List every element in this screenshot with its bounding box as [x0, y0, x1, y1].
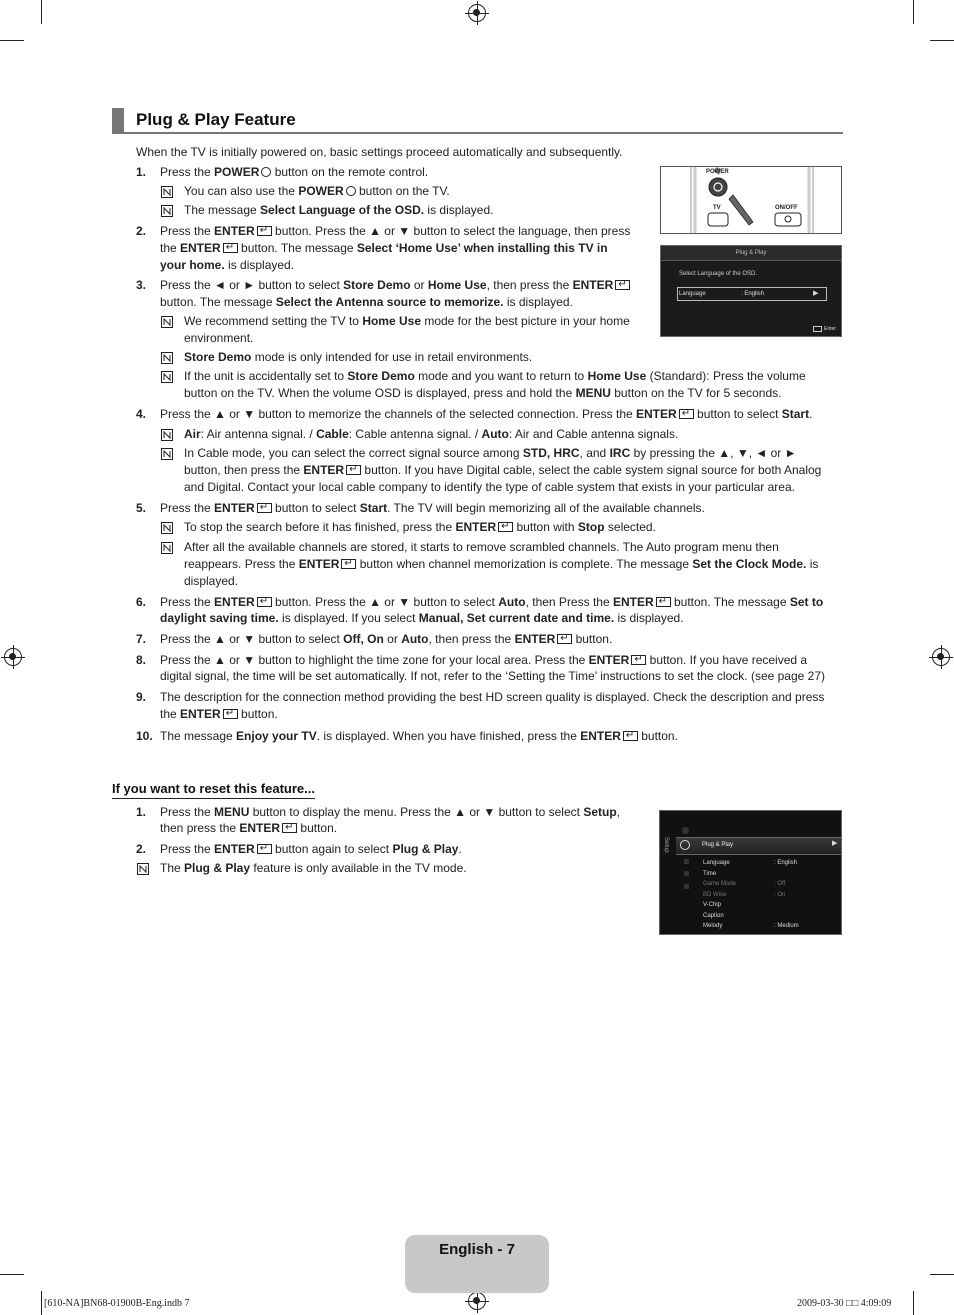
step-number: 9. — [136, 690, 147, 704]
note-4b-line2: button, then press the ENTER↵ button. If you have Digital cable, select the cable system signal source for both Analog — [184, 462, 821, 479]
step-number: 1. — [136, 805, 147, 819]
note-1a: You can also use the POWER button on the TV. — [184, 184, 450, 198]
page-title: Plug & Play Feature — [136, 110, 296, 129]
osd-setup-menu — [659, 810, 842, 935]
note-icon — [161, 316, 173, 328]
tv-label: TV — [713, 205, 721, 211]
step-4-line1: Press the ▲ or ▼ button to memorize the channels of the selected connection. Press the ENTER↵ button to select Start. — [160, 406, 812, 423]
enter-icon — [498, 522, 513, 532]
registration-mark-bottom — [468, 1292, 486, 1310]
step-6-line2: daylight saving time. is displayed. If you select Manual, Set current date and time. is displayed. — [160, 611, 684, 625]
power-icon — [261, 167, 271, 177]
menu-icon — [682, 827, 689, 834]
note-3c-line1: If the unit is accidentally set to Store Demo mode and you want to return to Home Use (Standard): Press the volume — [184, 369, 806, 383]
osd-row[interactable]: V-Chip — [703, 902, 722, 908]
enter-icon — [679, 409, 694, 419]
note-icon — [161, 186, 173, 198]
step-10-line1: The message Enjoy your TV. is displayed. When you have finished, press the ENTER↵ button. — [160, 728, 678, 745]
step-2-line3: your home. is displayed. — [160, 258, 295, 272]
note-4a: Air: Air antenna signal. / Cable: Cable antenna signal. / Auto: Air and Cable antenna signals. — [184, 427, 679, 441]
note-3c-line2: button on the TV. When the volume OSD is displayed, press and hold the MENU button on the TV for 5 seconds. — [184, 386, 782, 400]
osd-side-label: Setup — [663, 837, 669, 853]
step-3-line2: button. The message Select the Antenna source to memorize. is displayed. — [160, 295, 573, 309]
step-6-line1: Press the ENTER↵ button. Press the ▲ or ▼ button to select Auto, then Press the ENTER↵ button. The message Set to — [160, 594, 823, 611]
note-3a-line2: environment. — [184, 331, 254, 345]
note-4b-line3: and Digital. Contact your local cable company to identify the type of cable system that exists in your particular area. — [184, 480, 795, 494]
enter-icon — [257, 844, 272, 854]
reset-step-1-line2: then press the ENTER↵ button. — [160, 820, 337, 837]
enter-icon — [813, 326, 822, 332]
note-5a: To stop the search before it has finished, press the ENTER↵ button with Stop selected. — [184, 519, 656, 536]
step-number: 4. — [136, 407, 147, 421]
step-8-line2: digital signal, the time will be set automatically. If not, refer to the ‘Setting the Time’ instructions to set the clock. (see page 27) — [160, 669, 825, 683]
enter-icon — [656, 597, 671, 607]
note-icon — [161, 352, 173, 364]
page-number: English - 7 — [439, 1241, 515, 1258]
enter-icon — [257, 226, 272, 236]
note-icon — [161, 542, 173, 554]
enter-icon — [557, 634, 572, 644]
step-number: 8. — [136, 653, 147, 667]
section-marker — [112, 108, 124, 132]
osd-row[interactable]: Time — [703, 870, 717, 877]
onoff-label: ON/OFF — [775, 205, 798, 211]
power-label: POWER — [706, 169, 729, 175]
osd-title: Plug & Play — [735, 250, 767, 256]
enter-icon — [257, 503, 272, 513]
step-2-line1: Press the ENTER↵ button. Press the ▲ or ▼ button to select the language, then press — [160, 223, 630, 240]
registration-mark-top — [468, 4, 486, 22]
gear-icon — [680, 840, 690, 850]
step-number: 7. — [136, 632, 147, 646]
note-icon — [161, 448, 173, 460]
file-info: [610-NA]BN68-01900B-Eng.indb 7 — [44, 1298, 190, 1309]
intro-text: When the TV is initially powered on, basic settings proceed automatically and subsequently. — [136, 145, 623, 159]
remote-illustration — [660, 166, 842, 234]
step-number: 2. — [136, 842, 147, 856]
step-number: 6. — [136, 595, 147, 609]
enter-icon — [623, 731, 638, 741]
enter-icon — [282, 823, 297, 833]
step-9-line2: the ENTER↵ button. — [160, 706, 278, 723]
date-info: 2009-03-30 □□ 4:09:09 — [797, 1298, 892, 1309]
enter-icon — [615, 280, 630, 290]
osd-row[interactable]: Melody : Medium — [703, 923, 799, 929]
registration-mark-left — [4, 648, 22, 666]
step-number: 1. — [136, 165, 147, 179]
step-7-line1: Press the ▲ or ▼ button to select Off, On or Auto, then press the ENTER↵ button. — [160, 631, 612, 648]
osd-row[interactable]: Caption — [703, 912, 724, 919]
step-8-line1: Press the ▲ or ▼ button to highlight the time zone for your local area. Press the ENTER↵ button. If you have received a — [160, 652, 807, 669]
note-icon — [161, 429, 173, 441]
step-2-line2: the ENTER↵ button. The message Select ‘Home Use’ when installing this TV in — [160, 240, 608, 257]
menu-icon — [684, 871, 689, 876]
enter-icon — [223, 243, 238, 253]
step-number: 5. — [136, 501, 147, 515]
note-5b-line1: After all the available channels are stored, it starts to remove scrambled channels. The Auto program menu then — [184, 540, 779, 554]
osd-rows — [703, 859, 833, 933]
note-5b-line3: displayed. — [184, 574, 239, 588]
reset-step-1-line1: Press the MENU button to display the menu. Press the ▲ or ▼ button to select Setup, — [160, 805, 620, 819]
enter-icon — [257, 597, 272, 607]
note-5b-line2: reappears. Press the ENTER↵ button when channel memorization is complete. The message Set the Clock Mode. is — [184, 556, 818, 573]
note-3b: Store Demo mode is only intended for use in retail environments. — [184, 350, 533, 364]
note-icon — [161, 522, 173, 534]
menu-icon — [684, 884, 689, 889]
enter-icon — [631, 655, 646, 665]
enter-icon — [346, 465, 361, 475]
osd-language-screen — [660, 245, 842, 337]
enter-icon — [341, 559, 356, 569]
step-9-line1: The description for the connection method providing the best HD screen quality is displayed. Check the description and press — [160, 690, 825, 704]
arrow-right-icon: ▶ — [832, 840, 838, 847]
reset-step-2: Press the ENTER↵ button again to select Plug & Play. — [160, 841, 462, 858]
step-3-line1: Press the ◄ or ► button to select Store Demo or Home Use, then press the ENTER↵ — [160, 277, 630, 294]
note-icon — [161, 205, 173, 217]
step-5-line1: Press the ENTER↵ button to select Start. The TV will begin memorizing all of the available channels. — [160, 500, 705, 517]
note-icon — [137, 863, 149, 875]
osd-highlight-row[interactable] — [676, 837, 841, 855]
note-4b-line1: In Cable mode, you can select the correct signal source among STD, HRC, and IRC by pressing the ▲, ▼, ◄ or ► — [184, 446, 797, 460]
reset-heading: If you want to reset this feature... — [112, 780, 315, 799]
note-3a-line1: We recommend setting the TV to Home Use mode for the best picture in your home — [184, 314, 630, 328]
osd-row: BD Wise : On — [703, 891, 786, 898]
arrow-right-icon: ▶ — [813, 290, 819, 297]
step-1-text: Press the POWER button on the remote control. — [160, 165, 429, 179]
osd-enter-label: Enter — [824, 326, 836, 332]
step-number: 3. — [136, 278, 147, 292]
step-number: 10. — [136, 729, 153, 743]
menu-icon — [684, 859, 689, 864]
section-header — [112, 108, 843, 134]
enter-icon — [223, 709, 238, 719]
osd-row: Game Mode : Off — [703, 881, 786, 887]
note-icon — [161, 371, 173, 383]
osd-message: Select Language of the OSD. — [679, 271, 758, 277]
osd-highlight-label: Plug & Play — [702, 842, 734, 848]
osd-row-value: : English — [741, 291, 765, 297]
registration-mark-right — [932, 648, 950, 666]
note-1b: The message Select Language of the OSD. is displayed. — [184, 203, 494, 217]
step-number: 2. — [136, 224, 147, 238]
page-number-tab — [405, 1235, 549, 1293]
osd-row[interactable]: Language : English — [703, 860, 798, 866]
power-icon — [346, 186, 356, 196]
reset-note: The Plug & Play feature is only available in the TV mode. — [160, 861, 467, 875]
osd-row-label: Language — [679, 291, 706, 297]
